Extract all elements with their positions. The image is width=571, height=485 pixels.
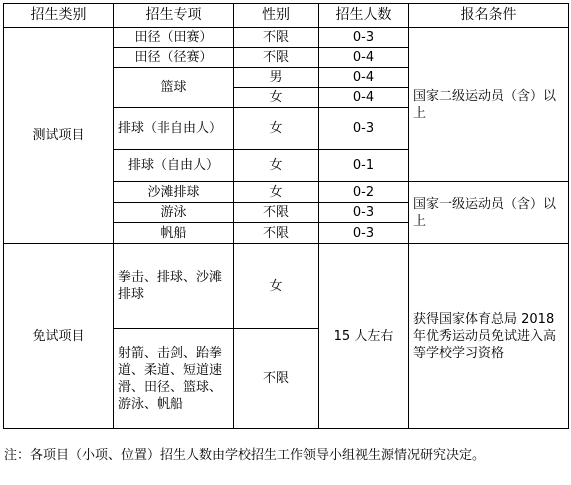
category-exempt: 免试项目 (4, 244, 114, 429)
gender-cell: 女 (234, 88, 319, 108)
gender-cell: 不限 (234, 28, 319, 48)
gender-cell: 不限 (234, 223, 319, 244)
project-cell: 篮球 (114, 68, 234, 108)
gender-cell: 男 (234, 68, 319, 88)
condition-level1: 国家一级运动员（含）以上 (409, 182, 569, 244)
gender-cell: 女 (234, 108, 319, 150)
project-cell: 田径（径赛） (114, 48, 234, 68)
header-condition: 报名条件 (409, 4, 569, 28)
table-row (4, 244, 569, 329)
project-cell: 田径（田赛） (114, 28, 234, 48)
exempt-gender-female: 女 (234, 244, 319, 329)
count-cell: 0-4 (319, 68, 409, 88)
exempt-count: 15 人左右 (319, 244, 409, 429)
exempt-project-female: 拳击、排球、沙滩排球 (114, 244, 234, 329)
exempt-project-any: 射箭、击剑、跆拳道、柔道、短道速滑、田径、篮球、游泳、帆船 (114, 329, 234, 429)
project-cell: 沙滩排球 (114, 182, 234, 203)
category-test: 测试项目 (4, 28, 114, 244)
count-cell: 0-1 (319, 150, 409, 182)
admission-table (3, 3, 569, 429)
condition-level2: 国家二级运动员（含）以上 (409, 28, 569, 182)
gender-cell: 不限 (234, 48, 319, 68)
count-cell: 0-3 (319, 28, 409, 48)
gender-cell: 女 (234, 182, 319, 203)
project-cell: 排球（自由人） (114, 150, 234, 182)
project-cell: 排球（非自由人） (114, 108, 234, 150)
project-cell: 帆船 (114, 223, 234, 244)
exempt-condition: 获得国家体育总局 2018 年优秀运动员免试进入高等学校学习资格 (409, 244, 569, 429)
count-cell: 0-3 (319, 108, 409, 150)
gender-cell: 女 (234, 150, 319, 182)
header-category: 招生类别 (4, 4, 114, 28)
count-cell: 0-3 (319, 223, 409, 244)
gender-cell: 不限 (234, 203, 319, 223)
project-cell: 游泳 (114, 203, 234, 223)
footnote: 注：各项目（小项、位置）招生人数由学校招生工作领导小组视生源情况研究决定。 (4, 448, 486, 463)
header-gender: 性别 (234, 4, 319, 28)
table-row (4, 28, 569, 48)
header-project: 招生专项 (114, 4, 234, 28)
count-cell: 0-3 (319, 203, 409, 223)
exempt-gender-any: 不限 (234, 329, 319, 429)
count-cell: 0-2 (319, 182, 409, 203)
count-cell: 0-4 (319, 88, 409, 108)
header-row (4, 4, 569, 28)
header-count: 招生人数 (319, 4, 409, 28)
count-cell: 0-4 (319, 48, 409, 68)
